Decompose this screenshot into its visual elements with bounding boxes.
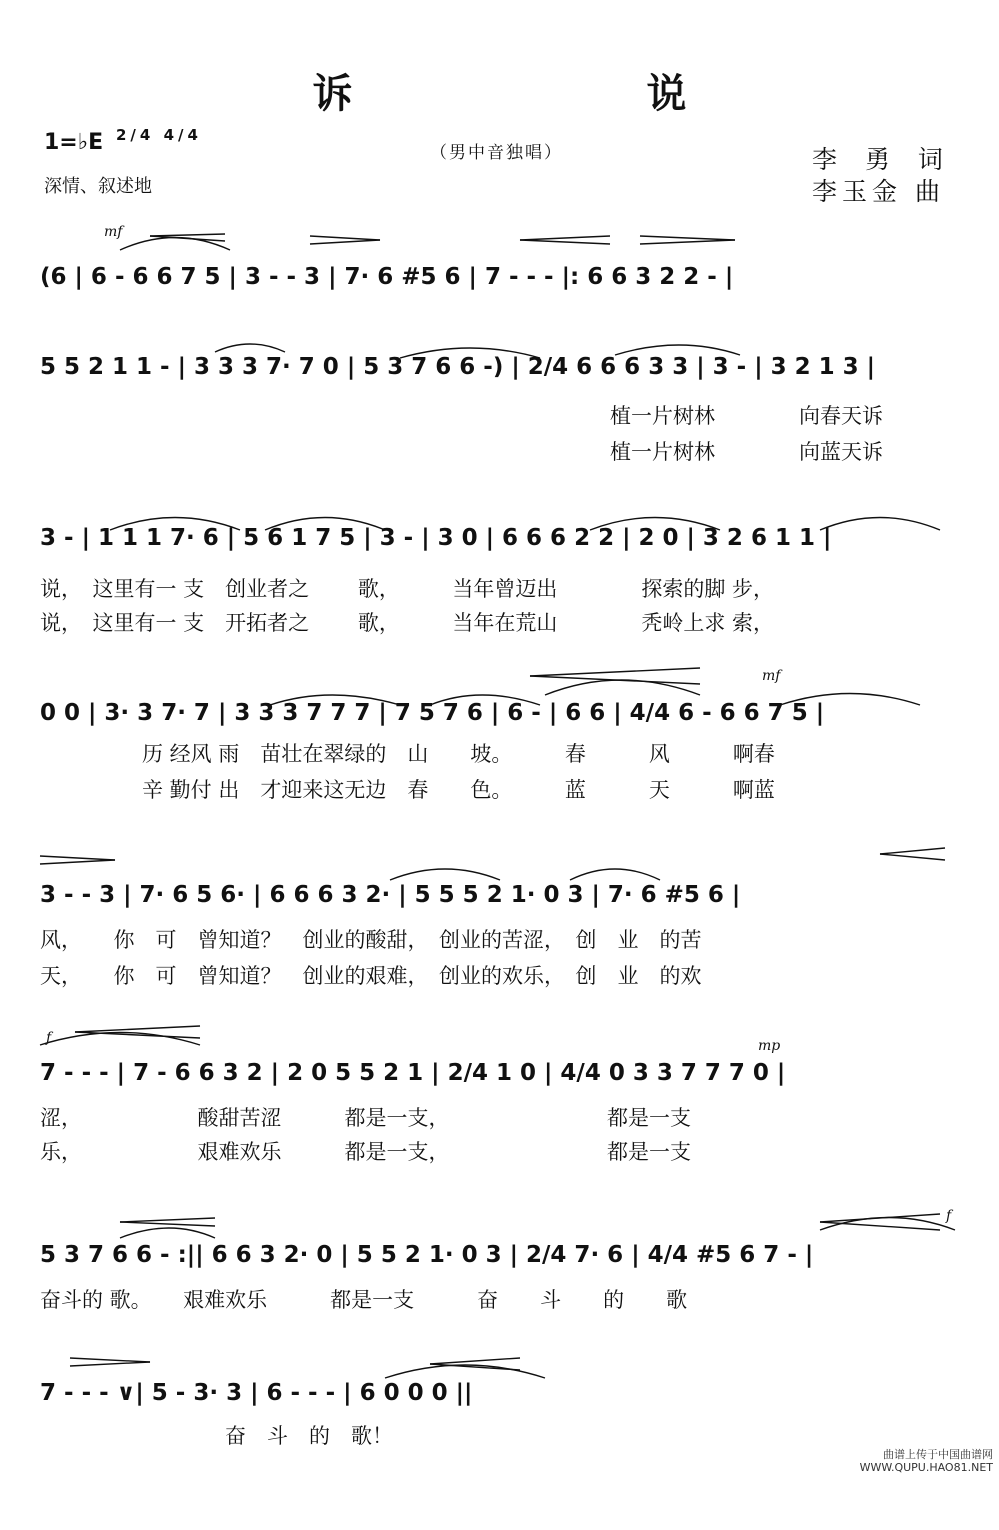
tempo-marking: 深情、叙述地 [44,176,152,197]
composer-credit: 李玉金 曲 [812,177,945,206]
lyrics-row-6-verse-1: 涩， 酸甜苦涩 都是一支， 都是一支 [40,1106,691,1130]
notes-row-2: 5 5 2 1 1 - | 3 3 3 7· 7 0 | 5 3 7 6 6 -) | 2/4 6 6 6 3 3 | 3 - | 3 2 1 3 | [40,354,876,380]
key-signature: 1=♭E [44,130,104,155]
notes-row-3: 3 - | 1 1 1 7· 6 | 5 6 1 7 5 | 3 - | 3 0 | 6 6 6 2 2 | 2 0 | 3 2 6 1 1 | [40,525,832,551]
footer-line-1: 曲谱上传于中国曲谱网 [883,1448,993,1461]
lyrics-row-4-verse-1: 历 经风 雨 苗壮在翠绿的 山 坡。 春 风 啊春 [100,742,775,766]
slur-mark [215,344,285,352]
lyrics-row-3-verse-1: 说， 这里有一 支 创业者之 歌， 当年曾迈出 探索的脚 步， [40,577,775,601]
notes-row-7: 5 3 7 6 6 - :|| 6 6 3 2· 0 | 5 5 2 1· 0 3 | 2/4 7· 6 | 4/4 #5 6 7 - | [40,1242,814,1268]
dynamic-mark: f [946,1208,952,1224]
dynamic-mark: mf [762,668,781,684]
dynamic-mark: mf [104,224,123,240]
notes-row-6: 7 - - - | 7 - 6 6 3 2 | 2 0 5 5 2 1 | 2/4 1 0 | 4/4 0 3 3 7 7 7 0 | [40,1060,786,1086]
slur-mark [820,518,940,531]
lyrics-row-7-verse-1: 奋斗的 歌。 艰难欢乐 都是一支 奋 斗 的 歌 [40,1288,688,1312]
lyrics-row-5-verse-2: 天， 你 可 曾知道？ 创业的艰难， 创业的欢乐， 创 业 的欢 [40,964,702,988]
lyricist-credit: 李 勇 词 [812,145,953,174]
watermark-footer [860,1448,993,1474]
lyrics-row-6-verse-2: 乐， 艰难欢乐 都是一支， 都是一支 [40,1140,691,1164]
slur-mark [265,518,385,531]
slur-mark [390,869,500,880]
slur-mark [270,695,400,705]
lyrics-row-2-verse-1: 植一片树林 向春天诉 [610,404,883,428]
dynamic-mark: mp [758,1038,781,1054]
slur-mark [430,695,540,705]
notes-row-8: 7 - - - ∨| 5 - 3· 3 | 6 - - - | 6 0 0 0 || [40,1380,473,1406]
slur-mark [110,518,240,531]
lyrics-row-8-verse-1: 奋 斗 的 歌！ [120,1424,393,1448]
notes-row-1: (6 | 6 - 6 6 7 5 | 3 - - 3 | 7· 6 #5 6 | 7 - - - |: 6 6 3 2 2 - | [40,264,734,290]
slur-mark [590,518,720,531]
lyrics-row-2-verse-2: 植一片树林 向蓝天诉 [610,440,883,464]
lyrics-row-5-verse-1: 风， 你 可 曾知道？ 创业的酸甜， 创业的苦涩， 创 业 的苦 [40,928,702,952]
slur-mark [400,348,540,358]
lyrics-row-4-verse-2: 辛 勤付 出 才迎来这无边 春 色。 蓝 天 啊蓝 [100,778,775,802]
dynamic-mark: f [46,1030,52,1046]
notes-row-5: 3 - - 3 | 7· 6 5 6· | 6 6 6 3 2· | 5 5 5 2 1· 0 3 | 7· 6 #5 6 | [40,882,741,908]
voice-type: （男中音独唱） [430,143,563,163]
notes-row-4: 0 0 | 3· 3 7· 7 | 3 3 3 7 7 7 | 7 5 7 6 | 6 - | 6 6 | 4/4 6 - 6 6 7 5 | [40,700,825,726]
footer-line-2: WWW.QUPU.HAO81.NET [859,1461,993,1474]
slur-mark [120,1228,215,1238]
lyrics-row-3-verse-2: 说， 这里有一 支 开拓者之 歌， 当年在荒山 秃岭上求 索， [40,611,775,635]
slur-mark [615,345,740,355]
slur-mark [120,238,230,251]
slur-mark [780,694,920,706]
time-signature: 2/4 4/4 [116,126,202,144]
slur-mark [570,869,660,880]
page-title: 诉 说 [312,71,827,117]
